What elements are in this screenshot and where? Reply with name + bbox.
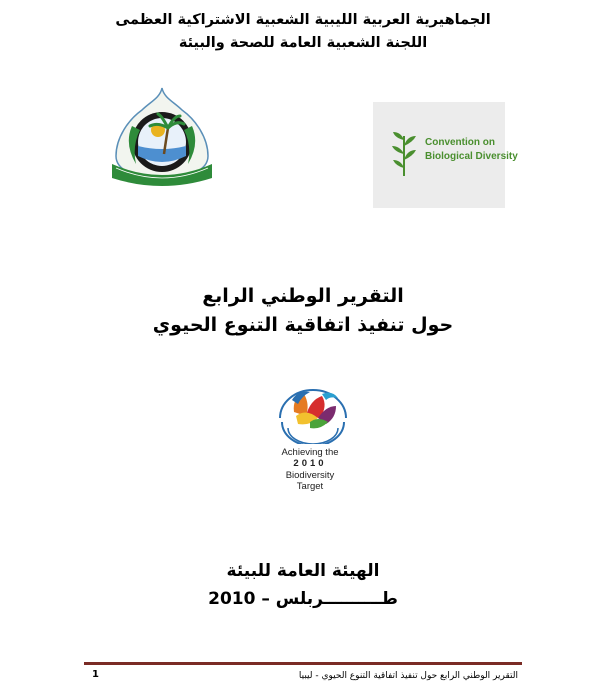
environment-authority-emblem-icon (102, 86, 222, 196)
cbd-logo (373, 102, 518, 208)
target-line-3: Biodiversity (285, 470, 335, 481)
header-line-2: اللجنة الشعبية العامة للصحة والبيئة (178, 35, 428, 51)
footer-text: التقرير الوطني الرابع حول تنفيذ اتفاقية التنوع الحيوي - ليبيا (298, 671, 518, 681)
footer-rule (84, 662, 522, 665)
target-line-4: Target (296, 481, 324, 492)
organization-name: الهيئة العامة للبيئة (226, 561, 380, 581)
biodiversity-2010-target-icon (270, 382, 356, 444)
place-year: طــــــــــربلس – 2010 (208, 589, 398, 609)
plant-sprout-icon (389, 128, 419, 178)
cbd-line-2: Biological Diversity (425, 151, 518, 162)
report-subtitle: حول تنفيذ اتفاقية التنوع الحيوي (152, 314, 454, 336)
header-line-1: الجماهيرية العربية الليبية الشعبية الاشتراكية العظمى (115, 12, 491, 28)
page-number: 1 (92, 669, 99, 680)
report-title: التقرير الوطني الرابع (202, 285, 404, 307)
target-line-2: 2010 (293, 458, 327, 469)
cbd-line-1: Convention on (425, 137, 495, 148)
target-line-1: Achieving the (281, 447, 339, 458)
